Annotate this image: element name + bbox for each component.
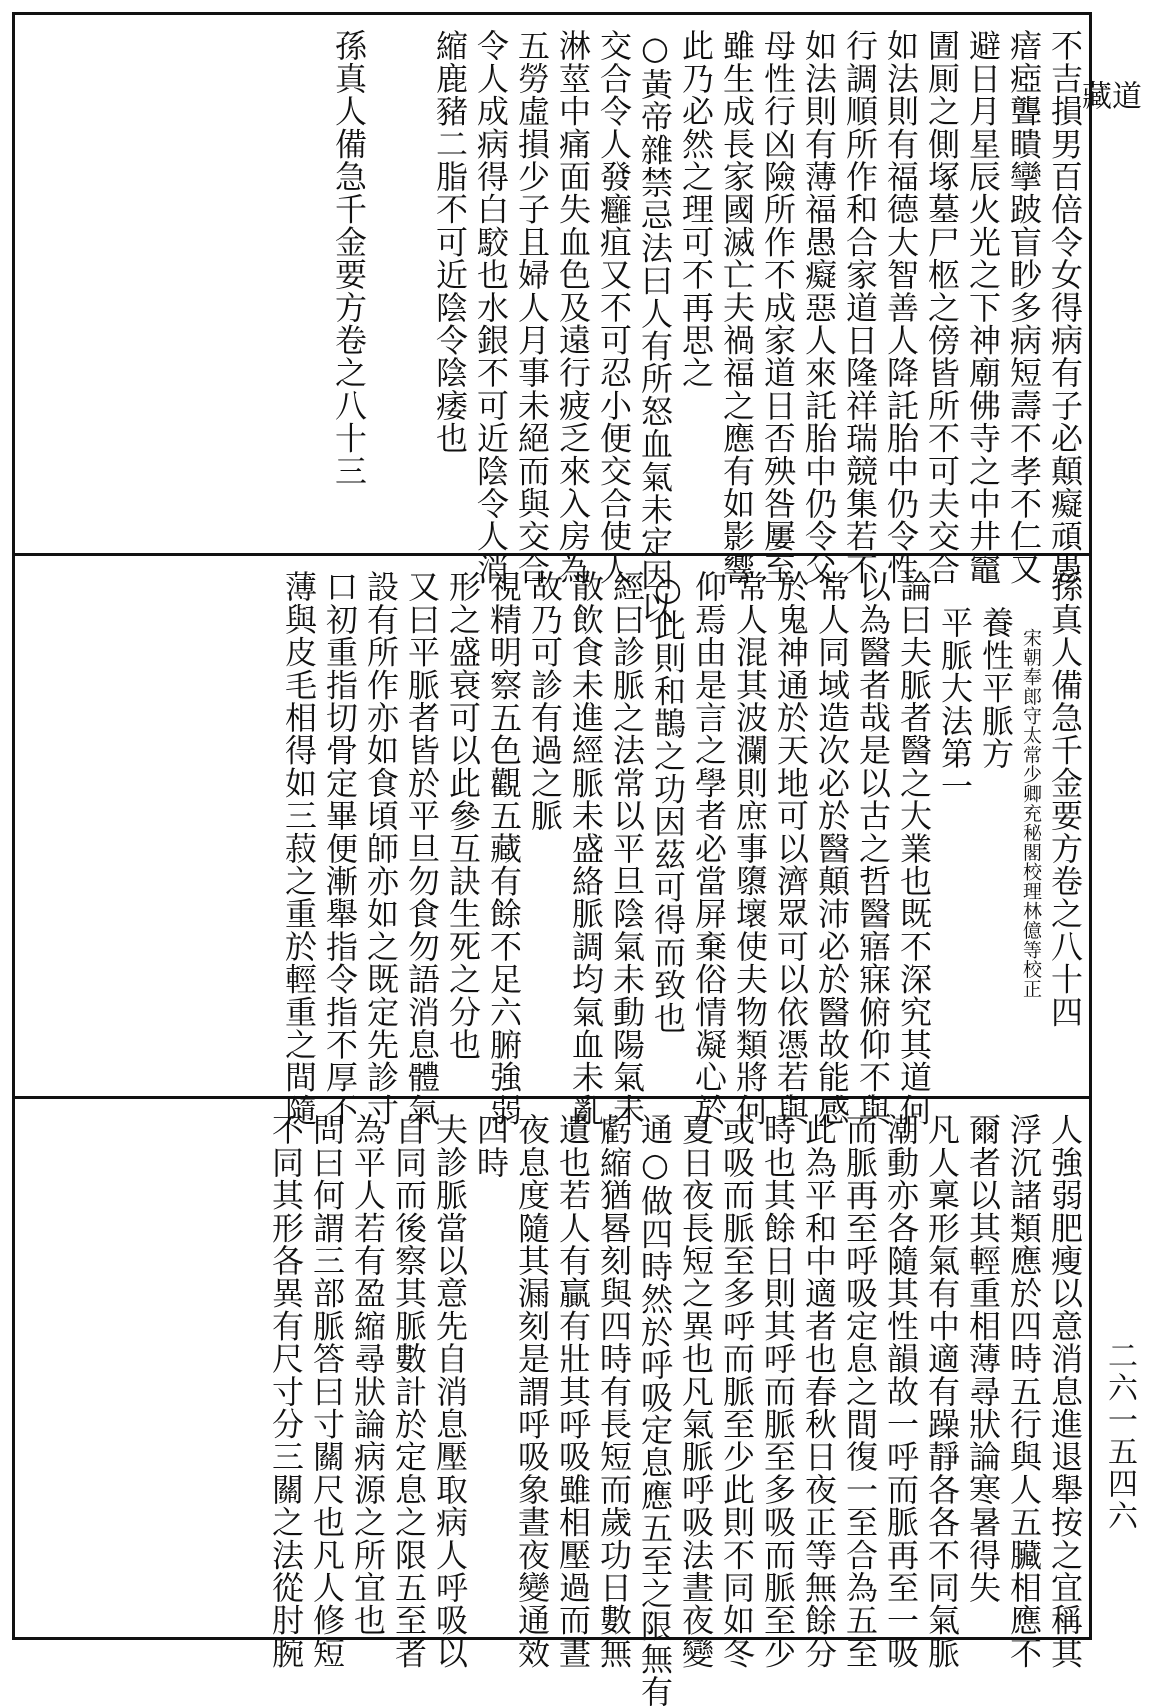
text-column: 為平人若有盈縮尋狀論病源之所宜也: [349, 1113, 387, 1637]
text-column: 此為平和中適者也春秋日夜正等無餘分: [800, 1113, 838, 1669]
text-column: 散飲食未進經脈未盛絡脈調均氣血未亂: [567, 570, 605, 1126]
text-column: 設有所作亦如食頃師亦如之既定先診寸: [362, 570, 400, 1126]
text-column: 故乃可診有過之脈: [526, 570, 564, 832]
text-column: 以為醫者哉是以古之哲醫寤寐俯仰不與: [854, 570, 892, 1126]
text-column: 雖生成長家國滅亡夫禍福之應有如影響: [718, 29, 756, 585]
text-column: 形之盛衰可以此參互訣生死之分也: [444, 570, 482, 1061]
page-frame: [12, 12, 1092, 1708]
text-column: 常人同域造次必於醫顛沛必於醫故能感: [813, 570, 851, 1126]
text-column: 淋莖中痛面失血色及遠行疲乏來入房為: [554, 29, 592, 585]
text-column: 母性行凶險所作不成家道日否殃咎屢至: [759, 29, 797, 585]
margin-top-char: 道: [1106, 80, 1141, 110]
text-column: 仰焉由是言之學者必當屏棄俗情凝心於: [690, 570, 728, 1126]
text-column: 於鬼神通於天地可以濟眾可以依憑若與: [772, 570, 810, 1126]
text-column: 夏日夜長短之異也凡氣脈呼吸法晝夜變: [677, 1113, 715, 1669]
subsection-title: 平脈大法第一: [936, 606, 974, 803]
text-column: 遺也若人有贏有壯其呼吸雖相壓過而晝: [554, 1113, 592, 1669]
text-column: 又曰平脈者皆於平旦勿食勿語消息體氣: [403, 570, 441, 1126]
text-column: 時也其餘日則其呼而脈至多吸而脈至少: [759, 1113, 797, 1669]
text-columns: [23, 29, 1084, 624]
text-column: 人強弱肥瘦以意消息進退舉按之宜稱其: [1046, 1113, 1084, 1669]
text-columns: [23, 570, 1084, 1126]
text-column: 而脈再至呼吸定息之間復一至合為五至: [841, 1113, 879, 1669]
text-column: 潮動亦各隨其性韻故一呼而脈再至一吸: [882, 1113, 920, 1669]
chapter-end-title: 孫真人備急千金要方卷之八十三: [330, 29, 368, 487]
text-column: 不吉損男百倍令女得病有子必顛癡頑愚: [1046, 29, 1084, 585]
text-column: 自同而後察其脈數計於定息之限五至者: [390, 1113, 428, 1669]
text-column: 常人混其波瀾則庶事隳壞使夫物類將何: [731, 570, 769, 1126]
folio-number: 二六一五四六: [1102, 1340, 1137, 1532]
text-column: 論曰夫脈者醫之大業也既不深究其道何: [895, 570, 933, 1126]
panel-lower: [15, 1096, 1089, 1708]
text-column: 令人成病得白駮也水銀不可近陰令人消: [472, 29, 510, 585]
text-column: 縮鹿豬二脂不可近陰令陰痿也: [431, 29, 469, 455]
chapter-title: 孫真人備急千金要方卷之八十四: [1046, 570, 1084, 1028]
panel-middle: [15, 553, 1089, 1126]
text-column: 夫診脈當以意先自消息壓取病人呼吸以: [431, 1113, 469, 1669]
text-column: 夜息度隨其漏刻是謂呼吸象晝夜變通效: [513, 1113, 551, 1669]
text-column: 或吸而脈至多呼而脈至少此則不同如冬: [718, 1113, 756, 1669]
text-column: 經曰診脈之法常以平旦陰氣未動陽氣未: [608, 570, 646, 1126]
text-column: 五勞虛損少子且婦人月事未絕而與交合: [513, 29, 551, 585]
text-column: 通○做四時然於呼吸定息應五至之限無有: [636, 1113, 674, 1708]
text-column: 口初重指切骨定畢便漸舉指令指不厚不: [321, 570, 359, 1126]
text-column: 避日月星辰火光之下神廟佛寺之中井竈: [964, 29, 1002, 585]
text-column: 虧縮猶晷刻與四時有長短而歲功日數無: [595, 1113, 633, 1669]
text-column: 如法則有薄福愚癡惡人來託胎中仍令父: [800, 29, 838, 585]
text-column: 問曰何謂三部脈答曰寸關尺也凡人修短: [308, 1113, 346, 1669]
text-column: 浮沉諸類應於四時五行與人五臟相應不: [1005, 1113, 1043, 1669]
text-column: 行調順所作和合家道日隆祥瑞競集若不: [841, 29, 879, 585]
text-column: 此乃必然之理可不再思之: [677, 29, 715, 389]
editor-credit: 宋朝奉郎守太常少卿充秘閣校理林億等校正: [1020, 628, 1042, 999]
panel-upper: [15, 15, 1089, 624]
margin-bottom-char: 藏: [1076, 80, 1111, 110]
text-column: 不同其形各異有尺寸分三關之法從肘腕: [267, 1113, 305, 1669]
text-column: 薄與皮毛相得如三菽之重於輕重之間隨: [280, 570, 318, 1126]
text-column: 視精明察五色觀五藏有餘不足六腑強弱: [485, 570, 523, 1126]
text-column: 圊厠之側塚墓尸柩之傍皆所不可夫交合: [923, 29, 961, 585]
text-column: 交合令人發癰疽又不可忍小便交合使人: [595, 29, 633, 585]
text-column: 爾者以其輕重相薄尋狀論寒暑得失: [964, 1113, 1002, 1604]
text-column: 如法則有福德大智善人降託胎中仍令性: [882, 29, 920, 585]
text-column: 四時: [472, 1113, 510, 1179]
text-column: ○黃帝雜禁忌法曰人有所怒血氣未定因以: [636, 29, 674, 624]
text-columns: [23, 1113, 1084, 1708]
text-column: ○此則和鵲之功因茲可得而致也: [649, 570, 687, 1034]
text-column: 瘖瘂聾瞶攣跛盲眇多病短壽不孝不仁又: [1005, 29, 1043, 585]
text-column: 凡人稟形氣有中適有躁靜各各不同氣脈: [923, 1113, 961, 1669]
section-title: 養性平脈方: [977, 606, 1015, 770]
